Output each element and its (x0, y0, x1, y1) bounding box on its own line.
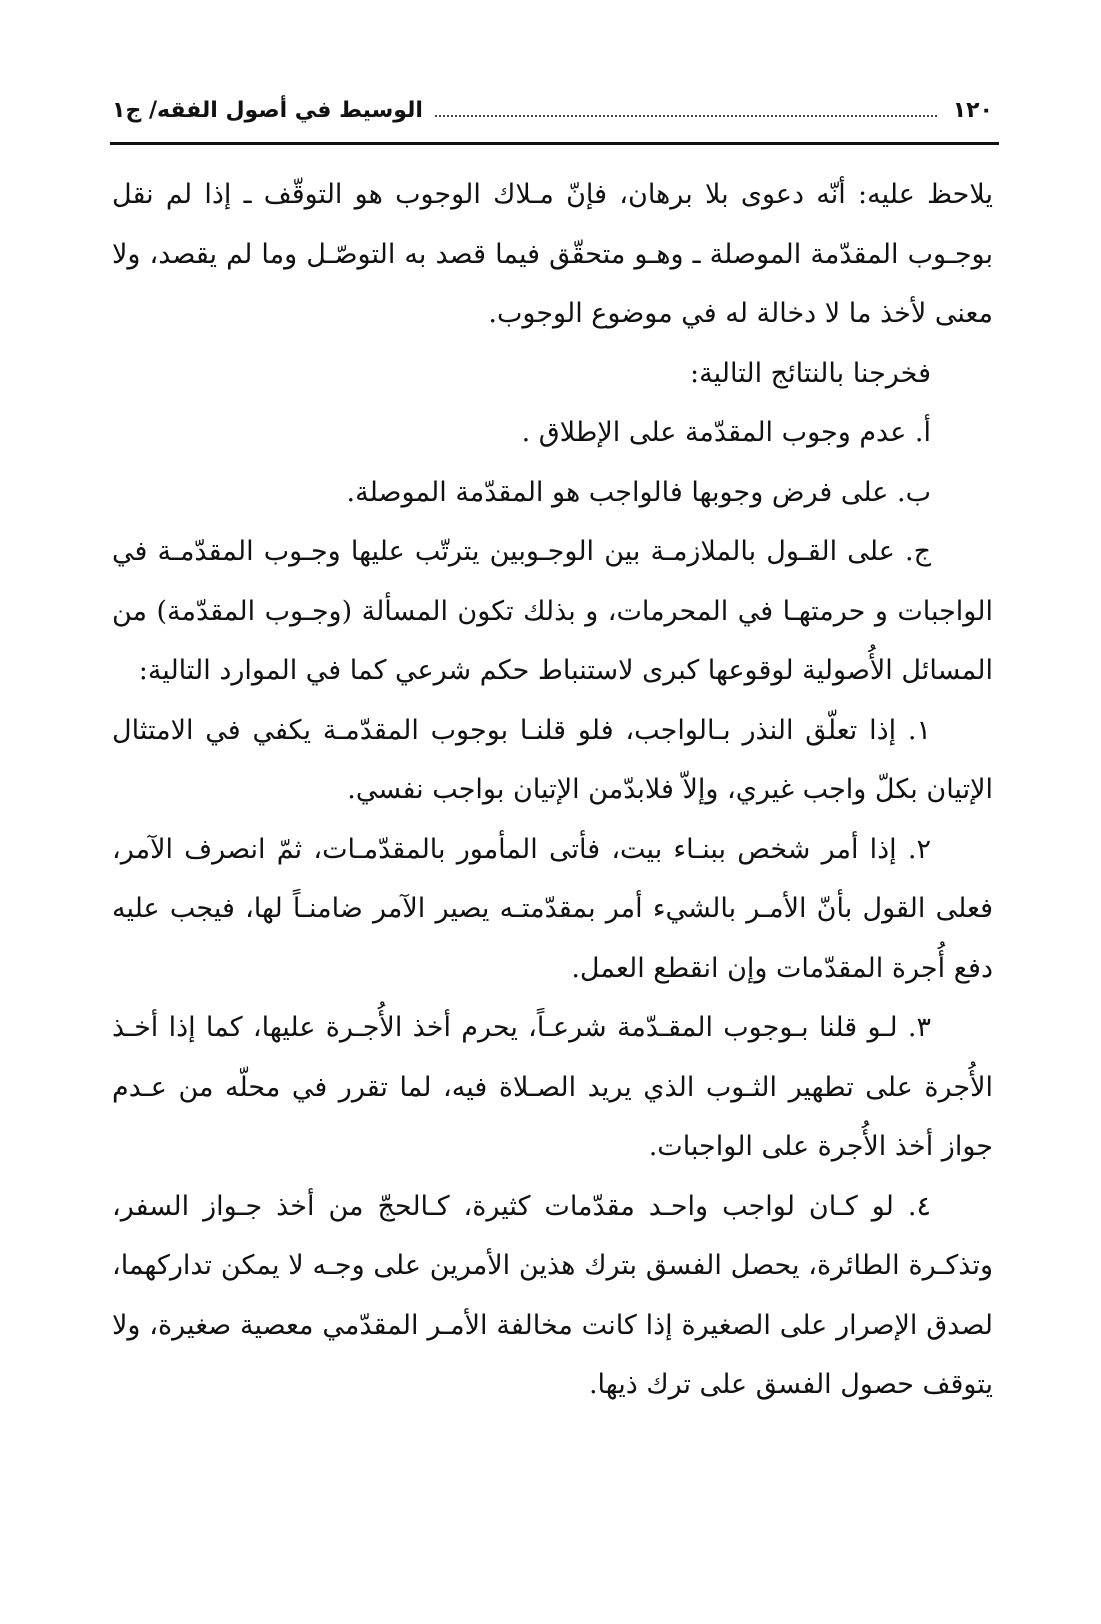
result-item-a: أ. عدم وجوب المقدّمة على الإطلاق . (521, 417, 931, 448)
paragraph-results-intro: فخرجنا بالنتائج التالية: (690, 357, 931, 389)
example-item-3: ٣. لـو قلنا بـوجوب المقـدّمة شرعـاً، يحرم أخذ الأُجـرة عليها، كما إذا أخـذ الأُجرة على تطهير الثـوب الذي يريد الصـلاة فيه، لما تقرر في محلّه من عـدم جواز أخذ الأُجرة على الواجبات. (112, 1012, 993, 1162)
paragraph-critique: يلاحظ عليه: أنّه دعوى بلا برهان، فإنّ مـلاك الوجوب هو التوقّف ـ إذا لم نقل بوجـوب المقدّمة الموصلة ـ وهـو متحقّق فيما قصد به التوصّـل وما لم يقصد، ولا معنى لأخذ ما لا دخالة له في موضوع الوجوب. (112, 179, 993, 329)
header-rule (110, 142, 999, 145)
dotted-leader (435, 115, 937, 117)
result-item-c: ج. على القـول بالملازمـة بين الوجـوبين يترتّب عليها وجـوب المقدّمـة في الواجبات و حرمتهـا في المحرمات، و بذلك تكون المسألة (وجـوب المقدّمة) من المسائل الأُصولية لوقوعها كبرى لاستنباط حكم شرعي كما في الموارد التالية: (112, 536, 993, 686)
page-number: ١٢٠ (952, 97, 993, 123)
running-head (112, 86, 993, 134)
result-item-b: ب. على فرض وجوبها فالواجب هو المقدّمة الموصلة. (346, 476, 931, 508)
body-text (112, 165, 993, 1415)
example-item-4: ٤. لو كـان لواجب واحـد مقدّمات كثيرة، كـالحجّ من أخذ جـواز السفر، وتذكـرة الطائرة، يحصل الفسق بترك هذين الأمرين على وجـه لا يمكن تداركهما، لصدق الإصرار على الصغيرة إذا كانت مخالفة الأمـر المقدّمي معصية صغيرة، ولا يتوقف حصول الفسق على ترك ذيها. (112, 1190, 993, 1400)
book-title: الوسيط في أصول الفقه/ ج١ (112, 97, 423, 123)
example-item-1: ١. إذا تعلّق النذر بـالواجب، فلو قلنـا بوجوب المقدّمـة يكفي في الامتثال الإتيان بكلّ واجب غيري، وإلاّ فلابدّمن الإتيان بواجب نفسي. (112, 714, 993, 805)
example-item-2: ٢. إذا أمر شخص ببنـاء بيت، فأتى المأمور بالمقدّمـات، ثمّ انصرف الآمر، فعلى القول بأنّ الأمـر بالشيء أمر بمقدّمتـه يصير الآمر ضامنـاً لها، فيجب عليه دفع أُجرة المقدّمات وإن انقطع العمل. (112, 833, 993, 984)
